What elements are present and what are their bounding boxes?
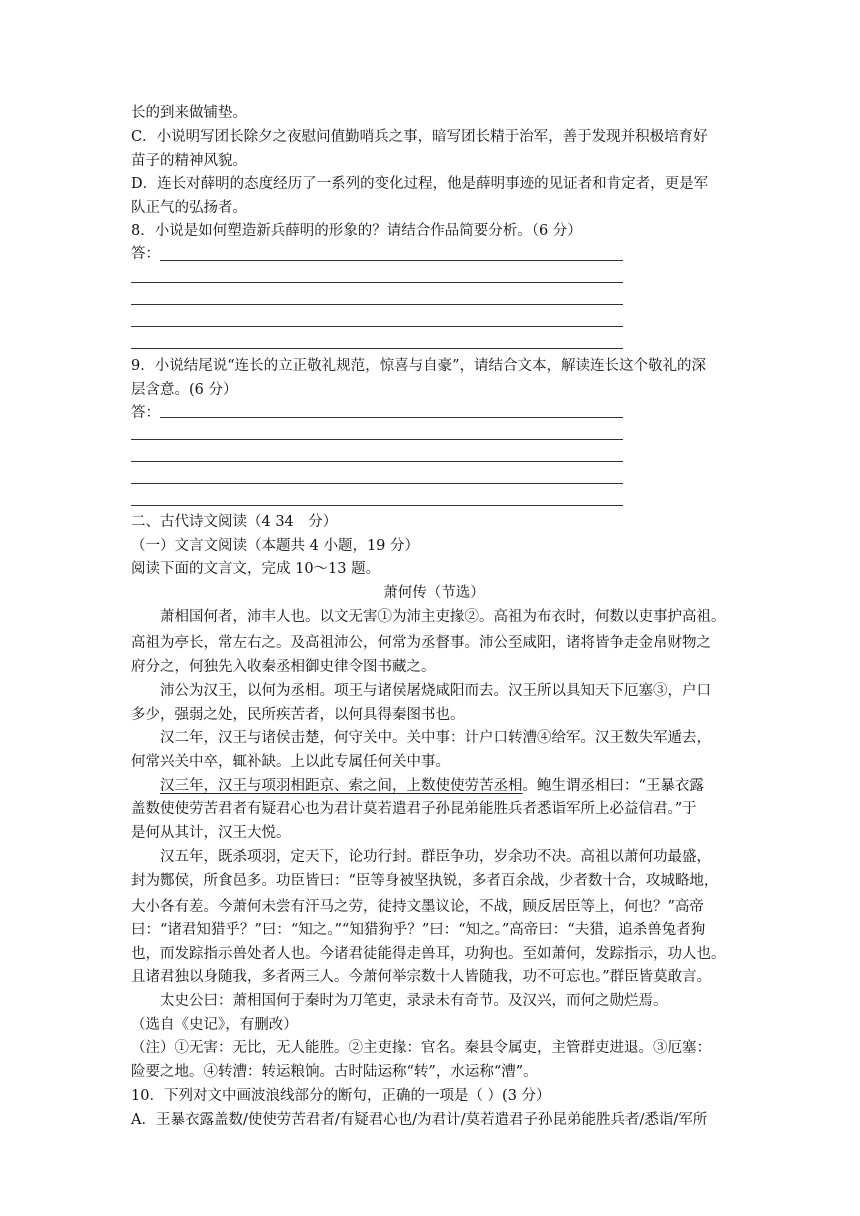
option-a: A．王暴衣露盖数/使使劳苦君者/有疑君心也/为君计/莫若遣君子孙昆弟能胜兵者/悉诣/军所: [131, 1112, 708, 1128]
passage-line: 萧相国何者，沛丰人也。以文无害①为沛主吏掾②。高祖为布衣时，何数以吏事护高祖。: [160, 609, 726, 625]
passage-title: 萧何传（节选）: [383, 585, 485, 601]
passage-line: 且诸君独以身随我，多者两三人。今萧何举宗数十人皆随我，功不可忘也。”群臣皆莫敢言。: [131, 969, 712, 985]
text-line: 长的到来做铺垫。: [131, 105, 247, 121]
answer-line[interactable]: [131, 483, 623, 484]
option-d-line: D．连长对薛明的态度经历了一系列的变化过程，他是薛明事迹的见证者和肯定者，更是军: [131, 176, 709, 192]
underlined-sentence: 汉三年，汉王与项羽相距京、索之间，上数使使劳苦丞相: [160, 778, 523, 794]
subsection-heading: （一）文言文阅读（本题共 4 小题，19 分）: [131, 538, 420, 554]
passage-line: 封为酂侯，所食邑多。功臣皆曰：“臣等身被坚执锐，多者百余战，少者数十合，攻城略地，: [131, 873, 719, 889]
passage-line: [131, 776, 737, 796]
footnote-line: （注）①无害：无比，无人能胜。②主吏掾：官名。秦县令属吏，主管群吏进退。③厄塞：: [131, 1040, 711, 1056]
passage-line: 盖数使使劳苦君者有疑君心也为君计莫若遣君子孙昆弟能胜兵者悉诣军所上必益信君。”于: [131, 801, 697, 817]
passage-line: 也，而发踪指示兽处者人也。今诸君徒能得走兽耳，功狗也。至如萧何，发踪指示，功人也。: [131, 946, 726, 962]
answer-line[interactable]: [131, 348, 623, 349]
footnote-line: 险要之地。④转漕：转运粮饷。古时陆运称“转”，水运称“漕”。: [131, 1064, 538, 1080]
passage-line: 太史公曰：萧相国何于秦时为刀笔吏，录录未有奇节。及汉兴，而何之勋烂焉。: [160, 993, 668, 1009]
text-line: 队正气的弘扬者。: [131, 200, 247, 216]
question-9: 9．小说结尾说“连长的立正敬礼规范，惊喜与自豪”，请结合文本，解读连长这个敬礼的深: [131, 358, 707, 374]
passage-line: 多少，强弱之处，民所疾苦者，以何具得秦图书也。: [131, 707, 465, 723]
question-10: 10．下列对文中画波浪线部分的断句，正确的一项是（ ）(3 分）: [131, 1088, 551, 1104]
instruction: 阅读下面的文言文，完成 10～13 题。: [131, 561, 381, 577]
option-c-line: C．小说明写团长除夕之夜慰问值勤哨兵之事，暗写团长精于治军，善于发现并积极培育好: [131, 129, 708, 145]
question-8: 8．小说是如何塑造新兵薛明的形象的？请结合作品简要分析。（6 分）: [131, 223, 582, 239]
passage-line: 汉五年，既杀项羽，定天下，论功行封。群臣争功，岁余功不决。高祖以萧何功最盛，: [160, 849, 711, 865]
passage-line: 沛公为汉王，以何为丞相。项王与诸侯屠烧咸阳而去。汉王所以具知天下厄塞③，户口: [160, 683, 711, 699]
answer-label: 答：: [131, 246, 160, 262]
passage-line: 是何从其计，汉王大悦。: [131, 825, 291, 841]
passage-text: 。鲍生谓丞相曰：“王暴衣露: [522, 778, 704, 794]
answer-line[interactable]: [131, 505, 623, 506]
text-line: 苗子的精神风貌。: [131, 153, 247, 169]
answer-line[interactable]: [131, 282, 623, 283]
answer-line[interactable]: [131, 326, 623, 327]
passage-line: 高祖为亭长，常左右之。及高祖沛公，何常为丞督事。沛公至咸阳，诸将皆争走金帛财物之: [131, 635, 711, 651]
passage-line: 何常兴关中卒，辄补缺。上以此专属任何关中事。: [131, 754, 450, 770]
passage-line: 府分之，何独先入收秦丞相御史律令图书藏之。: [131, 659, 436, 675]
answer-line[interactable]: [160, 417, 623, 418]
answer-line[interactable]: [131, 461, 623, 462]
answer-label: 答：: [131, 405, 160, 421]
answer-line[interactable]: [160, 260, 623, 261]
passage-line: 大小各有差。今萧何未尝有汗马之劳，徒持文墨议论，不战，顾反居臣等上，何也？”高帝: [131, 899, 704, 915]
passage-line: 曰：“诸君知猎乎？”曰：“知之。”“知猎狗乎？”曰：“知之。”高帝曰：“夫猎，追杀兽兔者狗: [131, 922, 706, 938]
source-note: （选自《史记》，有删改）: [131, 1017, 298, 1033]
text-line: 层含意。(6 分）: [131, 382, 238, 398]
answer-line[interactable]: [131, 439, 623, 440]
passage-line: 汉二年，汉王与诸侯击楚，何守关中。关中事：计户口转漕④给军。汉王数失军遁去，: [160, 730, 711, 746]
answer-line[interactable]: [131, 304, 623, 305]
section-heading: 二、古代诗文阅读（4 34 分）: [131, 514, 338, 530]
